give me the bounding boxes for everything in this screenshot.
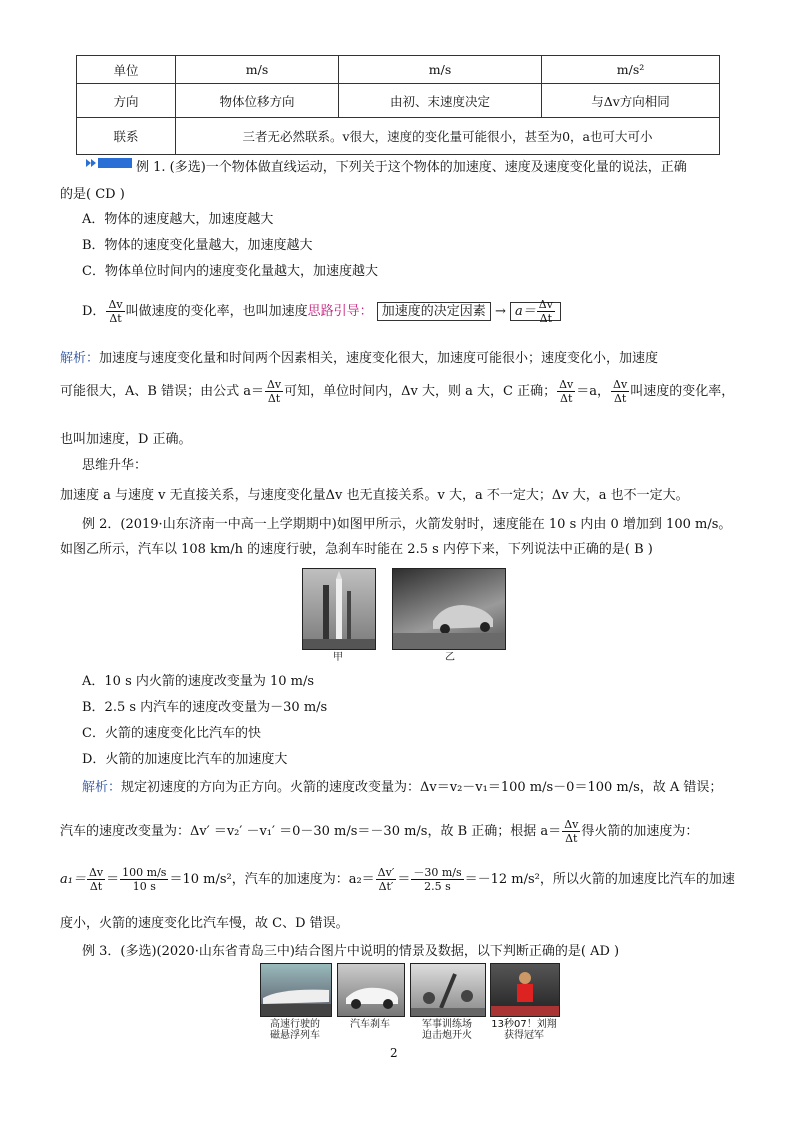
ex2-question-2: 如图乙所示，汽车以 108 km/h 的速度行驶，急刹车时能在 2.5 s 内停下来，下列说法中正确的是( B ) [60, 542, 653, 557]
car-icon [393, 569, 505, 649]
table-cell: 单位 [77, 56, 176, 84]
ex1-option-a: A．物体的速度越大，加速度越大 [82, 212, 274, 227]
car-brake-photo [337, 963, 405, 1017]
ex2-solution-1: 解析：规定初速度的方向为正方向。火箭的速度改变量为：Δv＝v₂－v₁＝100 m/s－0＝100 m/s，故 A 错误； [82, 780, 723, 795]
arrow-icon: → [494, 304, 506, 319]
hurdler-photo [490, 963, 560, 1017]
example-marker-icon [86, 157, 132, 169]
hint-box: 加速度的决定因素 [377, 302, 491, 321]
table-cell: 联系 [77, 118, 176, 155]
ex1-option-b: B．物体的速度变化量越大，加速度越大 [82, 238, 313, 253]
ex2-question: 例 2．(2019·山东济南一中高一上学期期中)如图甲所示，火箭发射时，速度能在 10 s 内由 0 增加到 100 m/s。 [82, 517, 732, 532]
ex2-solution-3: a₁＝ $\frac{\Delta v}{\Delta t}$ ＝ $\frac{100 m/s}{10 s}$ ＝10 m/s²，汽车的加速度为：a₂＝ $\frac{\Delta v'}{\Delta t'}$ ＝ $\frac{-30 m/s}{2.5 s}$ ＝－12 m/s²，所以火箭的加速度比汽车的加速 [60, 866, 735, 893]
ex2-option-d: D．火箭的加速度比汽车的加速度大 [82, 752, 288, 767]
car-icon [338, 964, 404, 1016]
athlete-icon [491, 964, 559, 1016]
comparison-table [76, 55, 720, 155]
ex1-solution-3: 也叫加速度，D 正确。 [60, 432, 192, 447]
caption-a: 甲 [333, 652, 343, 663]
table-cell: m/s [176, 56, 339, 84]
caption-car-brake: 汽车刹车 [350, 1019, 390, 1030]
rocket-icon [303, 569, 375, 649]
ex3-question: 例 3．(多选)(2020·山东省青岛三中)结合图片中说明的情景及数据，以下判断正确的是( AD ) [82, 944, 620, 959]
fraction: $\frac{\Delta v}{\Delta t}$ [108, 298, 123, 325]
ex1-option-c: C．物体单位时间内的速度变化量越大，加速度越大 [82, 264, 378, 279]
table-cell: 物体位移方向 [176, 84, 339, 118]
caption-b: 乙 [445, 652, 455, 663]
table-cell: 与Δv方向相同 [542, 84, 720, 118]
table-cell: m/s² [542, 56, 720, 84]
ex1-solution-2: 可能很大，A、B 错误；由公式 a＝ $\frac{\Delta v}{\Delta t}$ 可知，单位时间内，Δv 大，则 a 大，C 正确； $\frac{\Delta v}{\Delta t}$ ＝a， $\frac{\Delta v}{\Delta t}$ 叫速度的变化率， [60, 378, 735, 405]
mortar-photo [410, 963, 486, 1017]
caption-mortar: 军事训练场 迫击炮开火 [422, 1019, 472, 1041]
ex1-question-2: 的是( CD ) [60, 187, 125, 202]
maglev-train-photo [260, 963, 332, 1017]
ex1-solution-1: 解析：加速度与速度变化量和时间两个因素相关，速度变化很大，加速度可能很小；速度变化小，加速度 [60, 351, 659, 366]
caption-hurdler: 13秒07！刘翔 获得冠军 [491, 1019, 557, 1041]
mortar-icon [411, 964, 485, 1016]
car-photo [392, 568, 506, 650]
ex1-option-d: D． $\frac{\Delta v}{\Delta t}$ 叫做速度的变化率，也叫加速度思路引导： 加速度的决定因素 → a＝ $\frac{\Delta v}{\Delta t}$ [82, 298, 561, 325]
table-cell: 方向 [77, 84, 176, 118]
table-cell: m/s [339, 56, 542, 84]
hint-label: 思路引导： [307, 304, 373, 319]
train-icon [261, 964, 331, 1016]
ex2-solution-4: 度小，火箭的速度变化比汽车慢，故 C、D 错误。 [60, 916, 349, 931]
ex2-option-a: A．10 s 内火箭的速度改变量为 10 m/s [82, 674, 315, 689]
ex2-solution-2: 汽车的速度改变量为：Δv′ ＝v₂′ －v₁′ ＝0－30 m/s＝－30 m/s，故 B 正确；根据 a＝ $\frac{\Delta v}{\Delta t}$ 得火箭的加速度为： [60, 818, 699, 845]
think-text: 加速度 a 与速度 v 无直接关系，与速度变化量Δv 也无直接关系。v 大，a 不一定大；Δv 大，a 也不一定大。 [60, 488, 689, 503]
table-cell: 由初、末速度决定 [339, 84, 542, 118]
think-label: 思维升华： [82, 458, 148, 473]
ex1-question: 例 1. (多选)一个物体做直线运动，下列关于这个物体的加速度、速度及速度变化量的说法，正确 [136, 160, 687, 175]
table-cell: 三者无必然联系。v很大，速度的变化量可能很小，甚至为0，a也可大可小 [176, 118, 720, 155]
rocket-photo [302, 568, 376, 650]
hint-formula-box: a＝ $\frac{\Delta v}{\Delta t}$ [510, 302, 561, 321]
caption-maglev: 高速行驶的 磁悬浮列车 [270, 1019, 320, 1041]
ex2-option-b: B．2.5 s 内汽车的速度改变量为－30 m/s [82, 700, 328, 715]
ex2-option-c: C．火箭的速度变化比汽车的快 [82, 726, 261, 741]
page-number: 2 [390, 1046, 398, 1060]
